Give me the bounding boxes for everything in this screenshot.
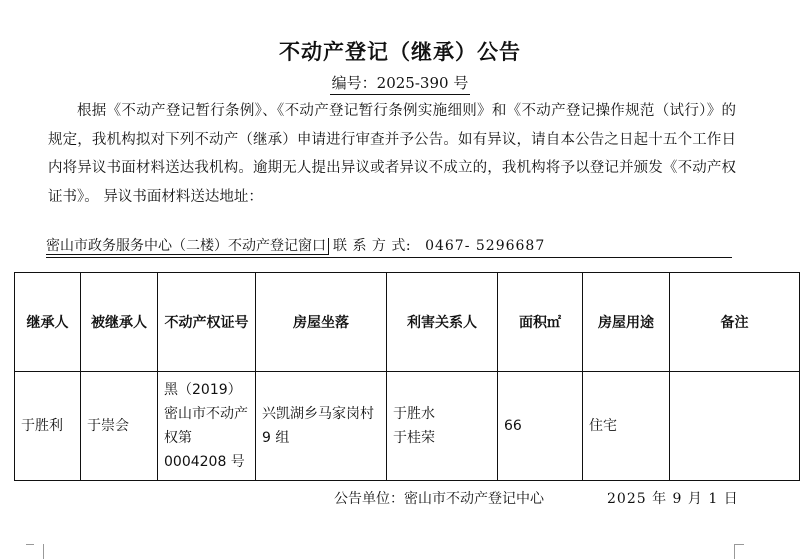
body-paragraph-text: 根据《不动产登记暂行条例》、《不动产登记暂行条例实施细则》和《不动产登记操作规范（试行）》的规定，我机构拟对下列不动产（继承）申请进行审查并予公告。如有异议，请自本公告之日起十五个工作日内将异议书面材料送达我机构。逾期无人提出异议或者异议不成立的，我机构将予以登记并颁发《不动产权证书》。 异议书面材料送达地址： (48, 103, 736, 205)
cell-decedent: 于崇会 (81, 372, 158, 481)
cell-remark (670, 372, 800, 481)
cell-certificate: 黑（2019）密山市不动产权第 0004208 号 (158, 372, 256, 481)
contact-phone: 0467- 5296687 (425, 238, 546, 254)
header-decedent: 被继承人 (81, 273, 158, 372)
header-location: 房屋坐落 (256, 273, 387, 372)
page-corner-mark-right-h (734, 544, 744, 546)
header-certificate: 不动产权证号 (158, 273, 256, 372)
table-row (15, 372, 800, 481)
page-corner-mark-left-h (26, 544, 34, 546)
cell-heir: 于胜利 (15, 372, 81, 481)
header-area: 面积㎡ (498, 273, 583, 372)
footer (334, 488, 754, 510)
issuer: 公告单位：密山市不动产登记中心 (334, 491, 544, 507)
header-interested-party: 利害关系人 (387, 273, 498, 372)
cell-interested-party (387, 372, 498, 481)
cell-area: 66 (498, 372, 583, 481)
cell-location: 兴凯湖乡马家岗村9 组 (256, 372, 387, 481)
contact-label: 联 系 方 式: (333, 238, 412, 254)
interested-party-1: 于胜水 (393, 406, 435, 422)
issue-date: 2025 年 9 月 1 日 (607, 491, 739, 507)
header-remark: 备注 (670, 273, 800, 372)
page-corner-mark-right (734, 544, 745, 559)
registration-table (14, 272, 800, 481)
contact-underline (46, 257, 732, 258)
body-paragraph (48, 97, 736, 211)
document-number-text: 编号：2025-390 号 (330, 72, 471, 95)
header-heir: 继承人 (15, 273, 81, 372)
objection-address: 密山市政务服务中心（二楼）不动产登记窗口 (46, 238, 329, 255)
table-header-row (15, 273, 800, 372)
contact-line (46, 234, 734, 258)
cell-usage: 住宅 (583, 372, 670, 481)
document-number (0, 72, 800, 95)
page-corner-mark-left (33, 544, 44, 559)
interested-party-2: 于桂荣 (393, 430, 435, 446)
page-title: 不动产登记（继承）公告 (279, 39, 521, 64)
header-usage: 房屋用途 (583, 273, 670, 372)
